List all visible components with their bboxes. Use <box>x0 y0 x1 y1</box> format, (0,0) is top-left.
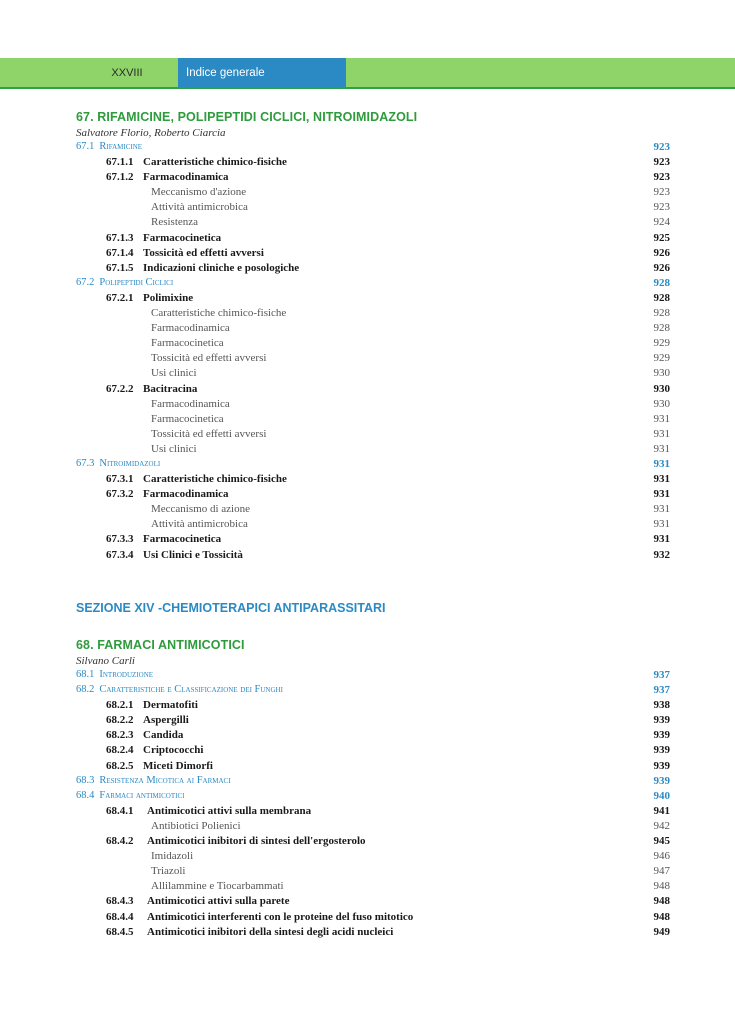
toc-page-number: 923 <box>653 201 670 214</box>
toc-entry-text <box>106 488 229 500</box>
toc-page-number: 948 <box>653 895 670 908</box>
toc-entry-text <box>106 171 229 183</box>
header-rule <box>0 87 735 89</box>
toc-entry-title: Farmaci antimicotici <box>99 789 185 801</box>
toc-section-number: 67.1.3 <box>106 231 134 244</box>
toc-entry-title: Farmacocinetica <box>143 231 222 244</box>
toc-entry[interactable] <box>76 503 670 518</box>
toc-entry-text <box>151 413 224 425</box>
toc-entry[interactable] <box>76 518 670 533</box>
toc-entry-title: Caratteristiche chimico-fisiche <box>143 156 287 169</box>
toc-entry-title: Miceti Dimorfi <box>143 759 213 772</box>
toc-entry[interactable] <box>76 186 670 201</box>
toc-entry-text <box>106 473 287 485</box>
toc-entry-text <box>76 790 184 801</box>
toc-section-number: 67.3.3 <box>106 533 134 546</box>
toc-entry[interactable] <box>76 473 670 488</box>
toc-page-number: 931 <box>653 488 670 501</box>
toc-page-number: 931 <box>653 503 670 516</box>
toc-entry[interactable] <box>76 699 670 714</box>
toc-section-number: 68.4.1 <box>106 804 134 817</box>
toc-entry-text <box>106 262 299 274</box>
toc-section-number: 68.2.4 <box>106 744 134 757</box>
toc-entry-title: Farmacodinamica <box>143 488 229 501</box>
toc-entry-title: Antimicotici interferenti con le proteine del fuso mitotico <box>147 910 414 923</box>
header-title-box <box>178 58 346 87</box>
chapter-68-toc <box>76 669 670 941</box>
toc-entry[interactable] <box>76 307 670 322</box>
toc-entry-text <box>106 533 221 545</box>
toc-entry[interactable] <box>76 232 670 247</box>
toc-page-number: 929 <box>653 352 670 365</box>
toc-entry-text <box>151 322 230 334</box>
toc-entry[interactable] <box>76 880 670 895</box>
toc-entry-text <box>151 201 248 213</box>
toc-entry-title: Polipeptidi Ciclici <box>99 276 174 288</box>
toc-section-number: 68.2.2 <box>106 714 134 727</box>
toc-page-number: 926 <box>653 246 670 259</box>
toc-section-number: 68.3 <box>76 774 95 786</box>
toc-page-number: 939 <box>653 744 670 757</box>
toc-entry-title: Farmacodinamica <box>151 397 230 410</box>
toc-entry-text <box>76 277 173 288</box>
toc-entry[interactable] <box>76 805 670 820</box>
toc-entry-text <box>151 367 197 379</box>
toc-entry-title: Resistenza <box>151 216 199 229</box>
toc-entry-text <box>106 247 264 259</box>
toc-entry[interactable] <box>76 262 670 277</box>
toc-entry-text <box>106 835 366 847</box>
toc-section-number: 68.4.5 <box>106 925 134 938</box>
toc-entry-text <box>76 669 153 680</box>
toc-entry[interactable] <box>76 729 670 744</box>
toc-entry[interactable] <box>76 865 670 880</box>
toc-entry[interactable] <box>76 352 670 367</box>
toc-entry-title: Farmacocinetica <box>151 412 224 425</box>
toc-entry-text <box>151 518 248 530</box>
toc-entry-text <box>151 850 193 862</box>
toc-entry[interactable] <box>76 322 670 337</box>
toc-section-number: 68.2.3 <box>106 729 134 742</box>
toc-entry-title: Caratteristiche chimico-fisiche <box>151 307 287 320</box>
chapter-67-title: 67. RIFAMICINE, POLIPEPTIDI CICLICI, NITROIMIDAZOLI <box>76 110 418 124</box>
toc-entry-title: Farmacocinetica <box>143 533 222 546</box>
toc-entry-text <box>106 926 393 938</box>
toc-entry-title: Usi clinici <box>151 367 197 380</box>
toc-section-number: 68.4.4 <box>106 910 134 923</box>
toc-entry-text <box>106 895 289 907</box>
toc-page-number: 946 <box>653 850 670 863</box>
toc-page-number: 928 <box>653 276 670 289</box>
toc-entry-title: Usi Clinici e Tossicità <box>143 548 243 561</box>
toc-entry[interactable] <box>76 171 670 186</box>
toc-entry-title: Meccanismo d'azione <box>151 186 247 199</box>
toc-section-number: 67.1.2 <box>106 171 134 184</box>
toc-entry[interactable] <box>76 714 670 729</box>
toc-entry-text <box>106 549 243 561</box>
toc-entry[interactable] <box>76 201 670 216</box>
toc-entry[interactable] <box>76 398 670 413</box>
toc-entry-title: Tossicità ed effetti avversi <box>151 427 267 440</box>
toc-page-number: 939 <box>653 729 670 742</box>
toc-entry[interactable] <box>76 247 670 262</box>
toc-entry[interactable] <box>76 292 670 307</box>
toc-page-number: 948 <box>653 880 670 893</box>
toc-entry[interactable] <box>76 141 670 156</box>
toc-entry-title: Antibiotici Polienici <box>151 819 241 832</box>
toc-section-number: 68.4.2 <box>106 835 134 848</box>
toc-entry-title: Resistenza Micotica ai Farmaci <box>99 774 231 786</box>
toc-page-number: 930 <box>653 367 670 380</box>
toc-entry-text <box>106 699 198 711</box>
toc-page-number: 931 <box>653 518 670 531</box>
toc-entry-text <box>151 307 286 319</box>
toc-entry-text <box>106 383 197 395</box>
toc-entry[interactable] <box>76 413 670 428</box>
toc-entry-text <box>76 775 231 786</box>
toc-entry-text <box>106 156 287 168</box>
toc-entry-title: Allilammine e Tiocarbammati <box>151 880 284 893</box>
toc-entry[interactable] <box>76 744 670 759</box>
toc-page-number: 939 <box>653 759 670 772</box>
toc-entry-title: Triazoli <box>151 865 186 878</box>
toc-page-number: 939 <box>653 774 670 787</box>
toc-entry-title: Antimicotici inibitori della sintesi degli acidi nucleici <box>147 925 394 938</box>
toc-page-number: 930 <box>653 382 670 395</box>
chapter-67-toc <box>76 141 670 564</box>
toc-page-number: 931 <box>653 533 670 546</box>
toc-page-number: 923 <box>653 156 670 169</box>
toc-entry-text <box>106 714 189 726</box>
toc-entry[interactable] <box>76 835 670 850</box>
toc-entry-text <box>151 820 241 832</box>
toc-entry-text <box>76 458 160 469</box>
toc-page-number: 940 <box>653 789 670 802</box>
toc-page-number: 923 <box>653 171 670 184</box>
toc-page-number: 926 <box>653 261 670 274</box>
toc-page-number: 932 <box>653 548 670 561</box>
toc-entry-text <box>151 443 197 455</box>
toc-page-number: 925 <box>653 231 670 244</box>
chapter-68-title: 68. FARMACI ANTIMICOTICI <box>76 638 245 652</box>
toc-entry-title: Antimicotici inibitori di sintesi dell'ergosterolo <box>147 835 366 848</box>
toc-entry-title: Rifamicine <box>99 141 143 152</box>
toc-entry-title: Aspergilli <box>143 714 189 727</box>
toc-entry-title: Introduzione <box>99 669 154 680</box>
toc-entry[interactable] <box>76 926 670 941</box>
toc-page-number: 928 <box>653 291 670 304</box>
toc-section-number: 67.3.4 <box>106 548 134 561</box>
toc-entry[interactable] <box>76 383 670 398</box>
toc-entry-text <box>76 141 142 152</box>
chapter-68-author: Silvano Carli <box>76 655 135 667</box>
toc-entry[interactable] <box>76 760 670 775</box>
toc-entry-text <box>151 880 284 892</box>
toc-entry[interactable] <box>76 277 670 292</box>
chapter-67-author: Salvatore Florio, Roberto Ciarcia <box>76 127 226 139</box>
toc-entry-title: Tossicità ed effetti avversi <box>143 246 264 259</box>
toc-section-number: 68.1 <box>76 669 95 680</box>
toc-page-number: 924 <box>653 216 670 229</box>
toc-page-number: 939 <box>653 714 670 727</box>
toc-entry-title: Tossicità ed effetti avversi <box>151 352 267 365</box>
toc-entry[interactable] <box>76 458 670 473</box>
toc-entry-text <box>106 911 413 923</box>
toc-entry-text <box>151 216 198 228</box>
toc-entry[interactable] <box>76 443 670 458</box>
toc-section-number: 68.2 <box>76 684 95 696</box>
toc-entry-text <box>151 398 230 410</box>
toc-entry[interactable] <box>76 790 670 805</box>
toc-page-number: 931 <box>653 473 670 486</box>
toc-page-number: 931 <box>653 442 670 455</box>
header-page-number: XXVIII <box>111 67 143 79</box>
header-title: Indice generale <box>186 67 265 79</box>
toc-page-number: 947 <box>653 865 670 878</box>
toc-entry[interactable] <box>76 156 670 171</box>
toc-page-number: 923 <box>653 186 670 199</box>
toc-section-number: 67.1.1 <box>106 156 134 169</box>
toc-entry-title: Indicazioni cliniche e posologiche <box>143 261 300 274</box>
toc-entry-title: Farmacocinetica <box>151 337 224 350</box>
toc-section-number: 67.3.2 <box>106 488 134 501</box>
toc-entry[interactable] <box>76 533 670 548</box>
toc-page-number: 930 <box>653 397 670 410</box>
toc-entry-text <box>106 760 213 772</box>
toc-section-number: 68.2.5 <box>106 759 134 772</box>
toc-entry[interactable] <box>76 216 670 231</box>
toc-page-number: 928 <box>653 307 670 320</box>
toc-entry-text <box>151 865 185 877</box>
toc-page-number: 937 <box>653 684 670 697</box>
toc-section-number: 67.1.5 <box>106 261 134 274</box>
toc-entry-title: Bacitracina <box>143 382 198 395</box>
toc-entry[interactable] <box>76 549 670 564</box>
toc-entry[interactable] <box>76 895 670 910</box>
toc-page-number: 929 <box>653 337 670 350</box>
toc-entry-text <box>151 352 266 364</box>
toc-entry[interactable] <box>76 684 670 699</box>
toc-entry-title: Farmacodinamica <box>143 171 229 184</box>
toc-entry-text <box>106 729 183 741</box>
toc-section-number: 67.3.1 <box>106 473 134 486</box>
toc-entry-title: Nitroimidazoli <box>99 457 161 469</box>
toc-entry[interactable] <box>76 669 670 684</box>
toc-entry-title: Meccanismo di azione <box>151 503 250 516</box>
toc-page-number: 931 <box>653 457 670 470</box>
toc-entry-text <box>151 503 250 515</box>
toc-page-number: 937 <box>653 669 670 681</box>
toc-entry-title: Antimicotici attivi sulla parete <box>147 895 290 908</box>
toc-entry-text <box>106 805 311 817</box>
toc-page-number: 928 <box>653 322 670 335</box>
toc-entry[interactable] <box>76 367 670 382</box>
toc-section-number: 68.4 <box>76 789 95 801</box>
toc-entry-title: Caratteristiche e Classificazione dei Funghi <box>99 684 283 696</box>
toc-entry-text <box>76 684 283 695</box>
toc-entry-title: Usi clinici <box>151 442 197 455</box>
toc-section-number: 67.1 <box>76 141 95 152</box>
toc-entry-title: Attività antimicrobica <box>151 518 248 531</box>
toc-entry-text <box>106 292 193 304</box>
toc-section-number: 68.2.1 <box>106 699 134 712</box>
toc-entry[interactable] <box>76 337 670 352</box>
toc-page-number: 923 <box>653 141 670 153</box>
toc-entry[interactable] <box>76 911 670 926</box>
toc-entry-title: Candida <box>143 729 184 742</box>
toc-section-number: 68.4.3 <box>106 895 134 908</box>
toc-page-number: 938 <box>653 699 670 712</box>
toc-page-number: 945 <box>653 835 670 848</box>
toc-section-number: 67.3 <box>76 457 95 469</box>
toc-section-number: 67.1.4 <box>106 246 134 259</box>
toc-section-number: 67.2 <box>76 276 95 288</box>
toc-entry-title: Farmacodinamica <box>151 322 230 335</box>
toc-page-number: 931 <box>653 412 670 425</box>
toc-section-number: 67.2.1 <box>106 291 134 304</box>
toc-entry-title: Polimixine <box>143 291 194 304</box>
toc-entry-title: Criptococchi <box>143 744 204 757</box>
toc-page-number: 941 <box>653 804 670 817</box>
toc-entry-text <box>151 337 224 349</box>
toc-page-number: 949 <box>653 925 670 938</box>
toc-entry[interactable] <box>76 488 670 503</box>
toc-entry-title: Attività antimicrobica <box>151 201 248 214</box>
toc-entry-text <box>106 232 221 244</box>
toc-entry-title: Dermatofiti <box>143 699 198 712</box>
toc-entry[interactable] <box>76 820 670 835</box>
toc-entry-text <box>106 744 203 756</box>
toc-page-number: 942 <box>653 819 670 832</box>
toc-page-number: 931 <box>653 427 670 440</box>
toc-entry-text <box>151 428 266 440</box>
toc-entry[interactable] <box>76 850 670 865</box>
toc-entry[interactable] <box>76 775 670 790</box>
toc-page-number: 948 <box>653 910 670 923</box>
toc-entry[interactable] <box>76 428 670 443</box>
toc-section-number: 67.2.2 <box>106 382 134 395</box>
toc-entry-title: Caratteristiche chimico-fisiche <box>143 473 287 486</box>
toc-entry-title: Antimicotici attivi sulla membrana <box>147 804 312 817</box>
section-title: SEZIONE XIV -CHEMIOTERAPICI ANTIPARASSITARI <box>76 601 386 615</box>
toc-entry-title: Imidazoli <box>151 850 194 863</box>
toc-entry-text <box>151 186 246 198</box>
